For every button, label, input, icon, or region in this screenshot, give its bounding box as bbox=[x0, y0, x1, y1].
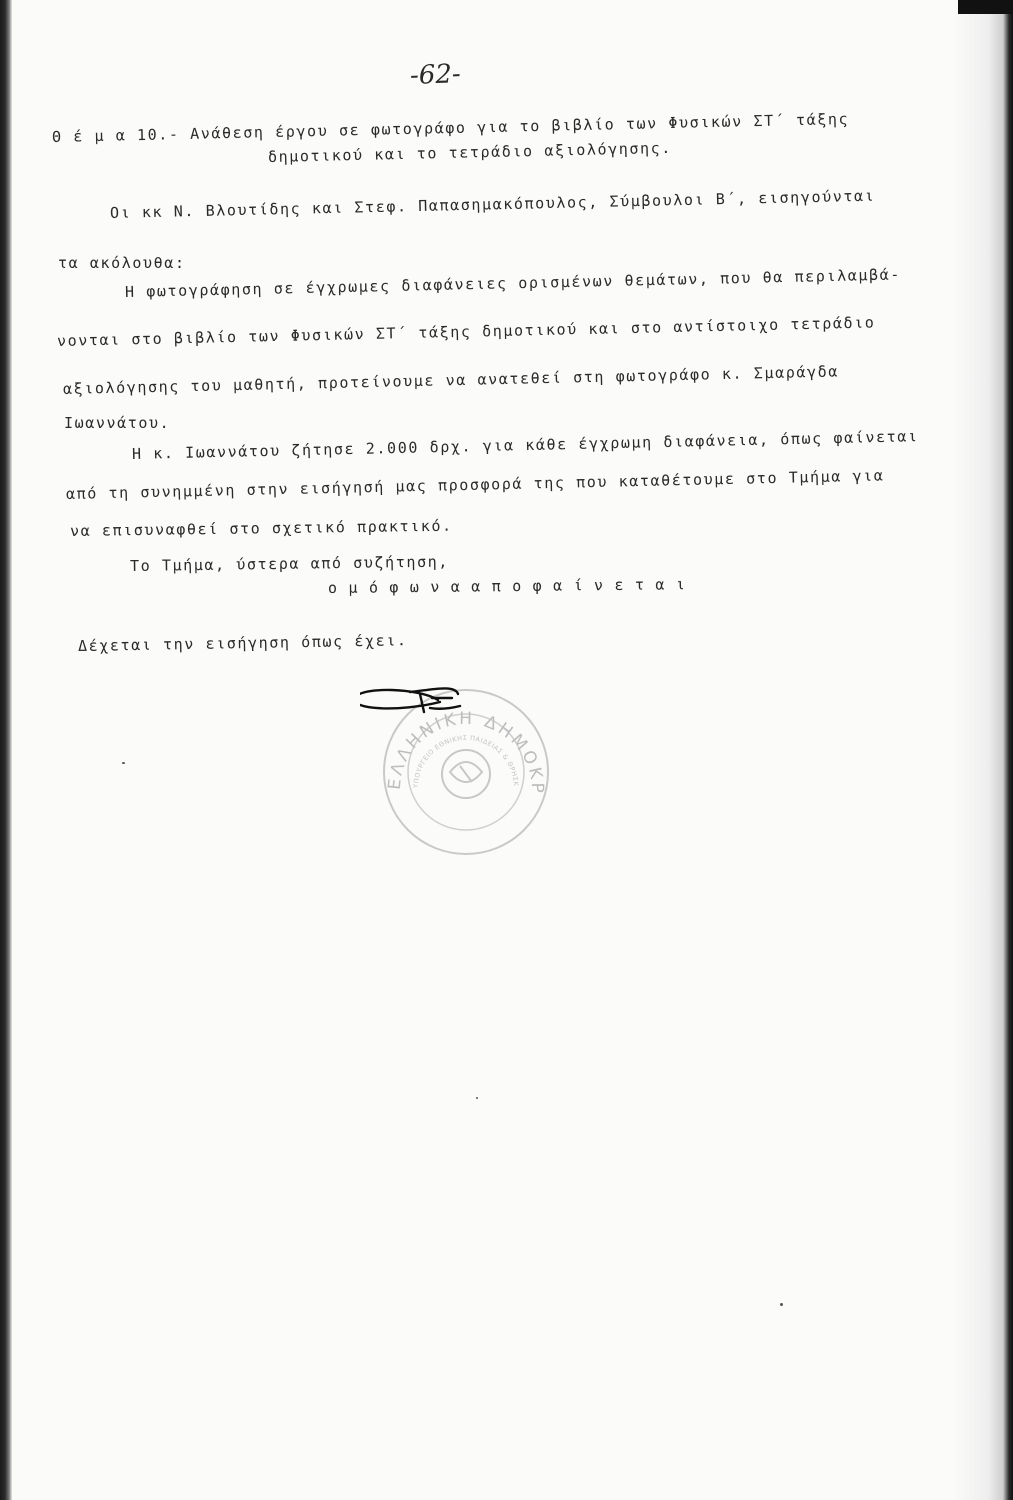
paragraph-line: από τη συνημμένη στην εισήγησή μας προσφορά της που καταθέτουμε στο Τμήμα για bbox=[65, 466, 885, 503]
heading-continuation: δημοτικού και το τετράδιο αξιολόγησης. bbox=[267, 138, 673, 166]
paragraph-line: Ιωαννάτου. bbox=[64, 414, 171, 432]
scan-right-edge bbox=[953, 0, 1013, 1500]
paragraph-line: νονται στο βιβλίο των Φυσικών ΣΤ΄ τάξης δημοτικού και στο αντίστοιχο τετράδιο bbox=[56, 313, 876, 350]
paragraph-line: Δέχεται την εισήγηση όπως έχει. bbox=[77, 631, 408, 655]
paragraph-line: Οι κκ Ν. Βλουτίδης και Στεφ. Παπασημακόπουλος, Σύμβουλοι Β΄, εισηγούνται bbox=[109, 186, 876, 222]
paragraph-line: τα ακόλουθα: bbox=[58, 254, 186, 272]
page-number: -62- bbox=[409, 59, 462, 91]
decision-line: ο μ ό φ ω ν α α π ο φ α ί ν ε τ α ι bbox=[327, 575, 687, 597]
stamp-outer-text: ΕΛΛΗΝΙΚΗ ΔΗΜΟΚΡ bbox=[384, 708, 548, 796]
paragraph-line: να επισυναφθεί στο σχετικό πρακτικό. bbox=[69, 516, 453, 540]
scan-speck bbox=[780, 1303, 783, 1306]
scan-corner bbox=[958, 0, 1013, 14]
stamp-inner-text: ΥΠΟΥΡΓΕΙΟ ΕΘΝΙΚΗΣ ΠΑΙΔΕΙΑΣ & ΘΡΗΣΚ bbox=[411, 733, 521, 789]
stamp-emblem-icon bbox=[442, 750, 490, 798]
paragraph-line: Το Τμήμα, ύστερα από συζήτηση, bbox=[129, 552, 450, 575]
paragraph-line: Η φωτογράφηση σε έγχρωμες διαφάνειες ορισμένων θεμάτων, που θα περιλαμβά- bbox=[124, 265, 902, 301]
official-stamp bbox=[360, 680, 570, 860]
heading: Θ έ μ α 10.- Ανάθεση έργου σε φωτογράφο για το βιβλίο των Φυσικών ΣΤ΄ τάξης bbox=[51, 109, 850, 146]
scan-speck bbox=[476, 1097, 478, 1099]
paragraph-line: Η κ. Ιωαννάτου ζήτησε 2.000 δρχ. για κάθε έγχρωμη διαφάνεια, όπως φαίνεται bbox=[131, 427, 919, 463]
scan-left-edge bbox=[0, 0, 12, 1500]
paragraph-line: αξιολόγησης του μαθητή, προτείνουμε να ανατεθεί στη φωτογράφο κ. Σμαράγδα bbox=[62, 362, 840, 398]
scan-speck bbox=[122, 762, 125, 764]
